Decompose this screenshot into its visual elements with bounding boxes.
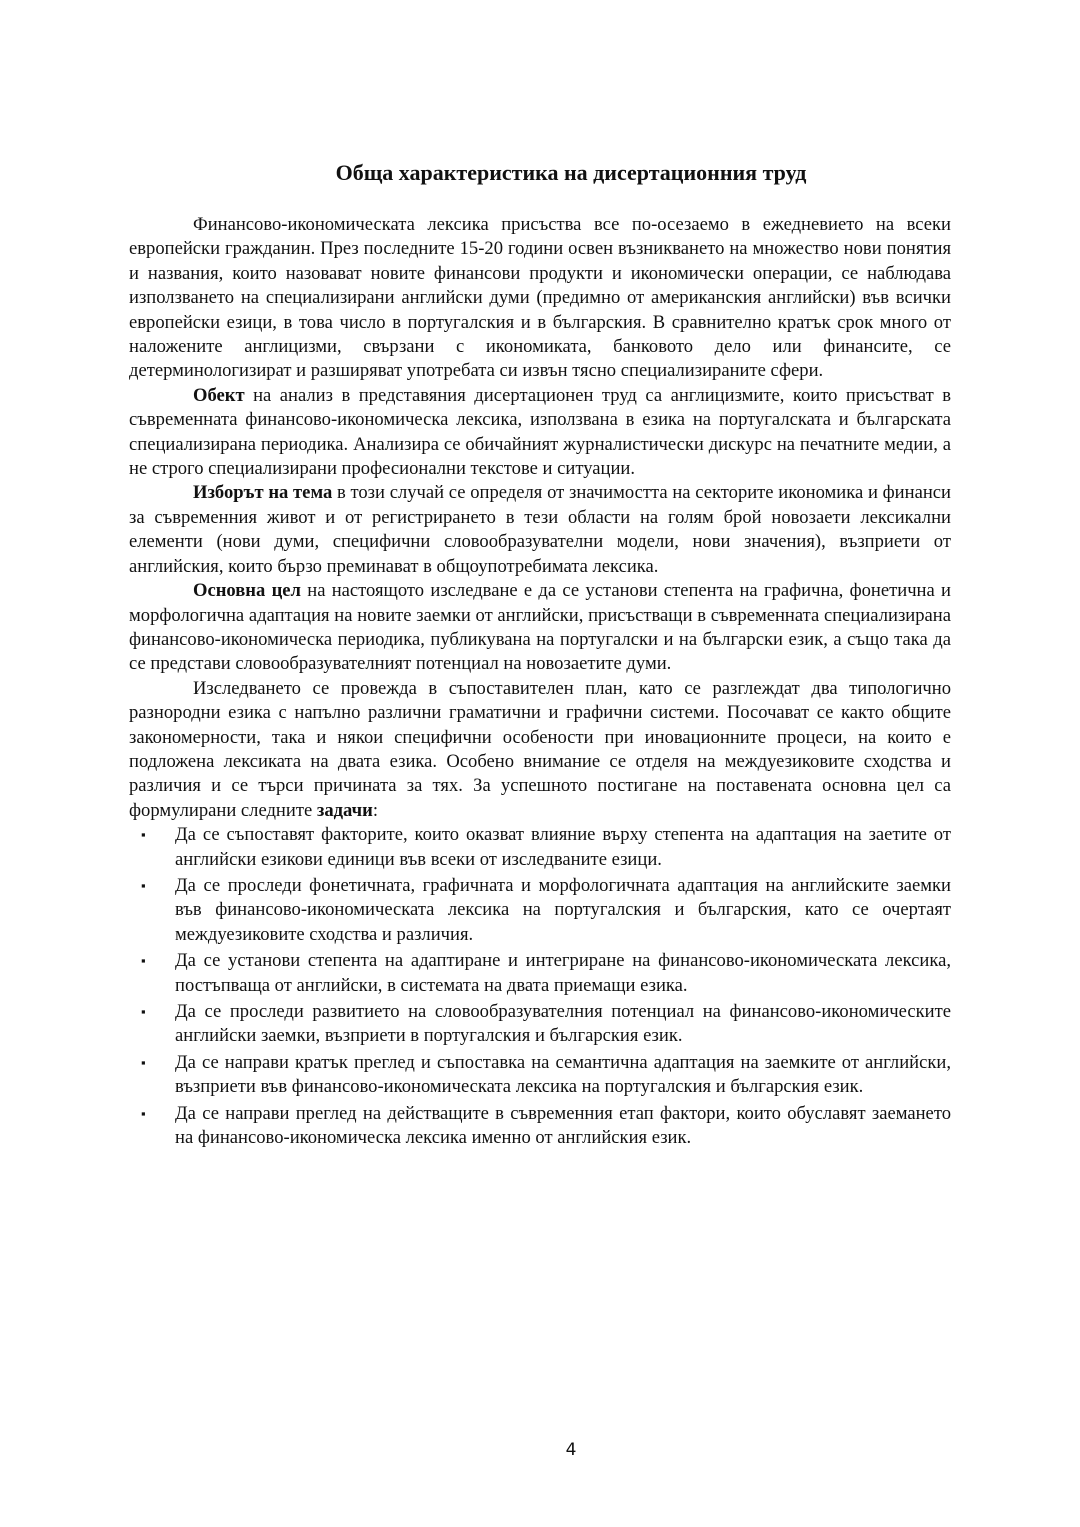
paragraph-object-text: на анализ в представяния дисертационен труд са англицизмите, които присъстват в съвременната финансово-икономическа лексика, използвана в езика на португалската и българската специализирана периодика. Анализира се обичайният журналистически дискурс на печатните медии, а не строго специализирани професионални текстове и ситуации. <box>129 384 951 480</box>
list-item <box>129 949 951 998</box>
square-bullet-icon: ▪ <box>141 1004 146 1019</box>
paragraph-goal-term: Основна цел <box>193 580 301 602</box>
tasks-list <box>129 823 951 1150</box>
paragraph-tasks-colon: : <box>372 799 378 821</box>
paragraph-intro <box>129 213 951 384</box>
list-item <box>129 1000 951 1049</box>
paragraph-goal <box>129 579 951 677</box>
list-item <box>129 1051 951 1100</box>
paragraph-topic-text: в този случай се определя от значимостта на секторите икономика и финанси за съвременния живот и от регистрирането в тези области на голям брой новозаети лексикални елементи (нови думи, специфични словообразувателни модели, нови значения), възприети от английския, които бързо преминават в общоупотребимата лексика. <box>129 482 951 577</box>
paragraph-method-text: Изследването се провежда в съпоставителен план, като се разглеждат два типологично разнородни езика с напълно различни граматични и графични системи. Посочават се както общите закономерности, така и някои специфични особености при иновационните процеси, на които е подложена лексиката на двата езика. Особено внимание се отделя на междуезиковите сходства и различия и се търси причината за тях. За успешното постигане на поставената основна цел са формулирани следните <box>129 677 951 821</box>
square-bullet-icon: ▪ <box>141 953 146 969</box>
document-body <box>129 213 951 1152</box>
list-item <box>129 1102 951 1151</box>
square-bullet-icon: ▪ <box>141 877 146 893</box>
square-bullet-icon: ▪ <box>141 827 146 843</box>
paragraph-object <box>129 384 951 482</box>
page-title: Обща характеристика на дисертационния труд <box>335 160 807 185</box>
page-number: 4 <box>565 1440 577 1460</box>
paragraph-intro-text: Финансово-икономическата лексика присъства все по-осезаемо в ежедневието на всеки европейски гражданин. През последните 15-20 години освен възникването на множество нови понятия и названия, които назовават новите финансови продукти и икономически операции, се наблюдава използването на специализирани английски думи (предимно от американския английски) във всички европейски езици, в това число в португалския и в българския. В сравнително кратък срок много от наложените англицизми, свързани с икономиката, банковото дело или финансите, се детерминологизират и разширяват употребата си извън тясно специализираните сфери. <box>129 214 951 382</box>
task-text: Да се направи преглед на действащите в съвременния етап фактори, които обуславят заемането на финансово-икономическа лексика именно от английския език. <box>175 1102 951 1149</box>
task-text: Да се установи степента на адаптиране и интегриране на финансово-икономическата лексика, постъпваща от английски, в системата на двата приемащи езика. <box>175 950 951 996</box>
task-text: Да се направи кратък преглед и съпоставка на семантична адаптация на заемките от английски, възприети във финансово-икономическата лексика на португалския и българския език. <box>175 1051 951 1098</box>
paragraph-tasks-term: задачи <box>316 799 373 821</box>
task-text: Да се съпоставят факторите, които оказват влияние върху степента на адаптация на заетите от английски езикови единици във всеки от изследваните езици. <box>175 824 951 870</box>
list-item <box>129 823 951 872</box>
square-bullet-icon: ▪ <box>141 1054 146 1070</box>
task-text: Да се проследи фонетичната, графичната и морфологичната адаптация на английските заемки във финансово-икономическата лексика на португалския и българския, като се очертаят междуезиковите сходства и различия. <box>175 874 951 945</box>
paragraph-goal-text: на настоящото изследване е да се установи степента на графична, фонетична и морфологична адаптация на новите заемки от английски, присъстващи в съвременната специализирана финансово-икономическа периодика, публикувана на португалски и на български език, а също така да се представи словообразувателният потенциал на новозаетите думи. <box>129 580 951 675</box>
square-bullet-icon: ▪ <box>141 1105 146 1121</box>
task-text: Да се проследи развитието на словообразувателния потенциал на финансово-икономическите английски заемки, възприети в португалския и българския език. <box>175 1001 951 1047</box>
paragraph-method <box>129 677 951 823</box>
list-item <box>129 874 951 947</box>
paragraph-topic <box>129 481 951 579</box>
paragraph-topic-term: Изборът на тема <box>193 482 333 504</box>
paragraph-object-term: Обект <box>193 384 245 406</box>
